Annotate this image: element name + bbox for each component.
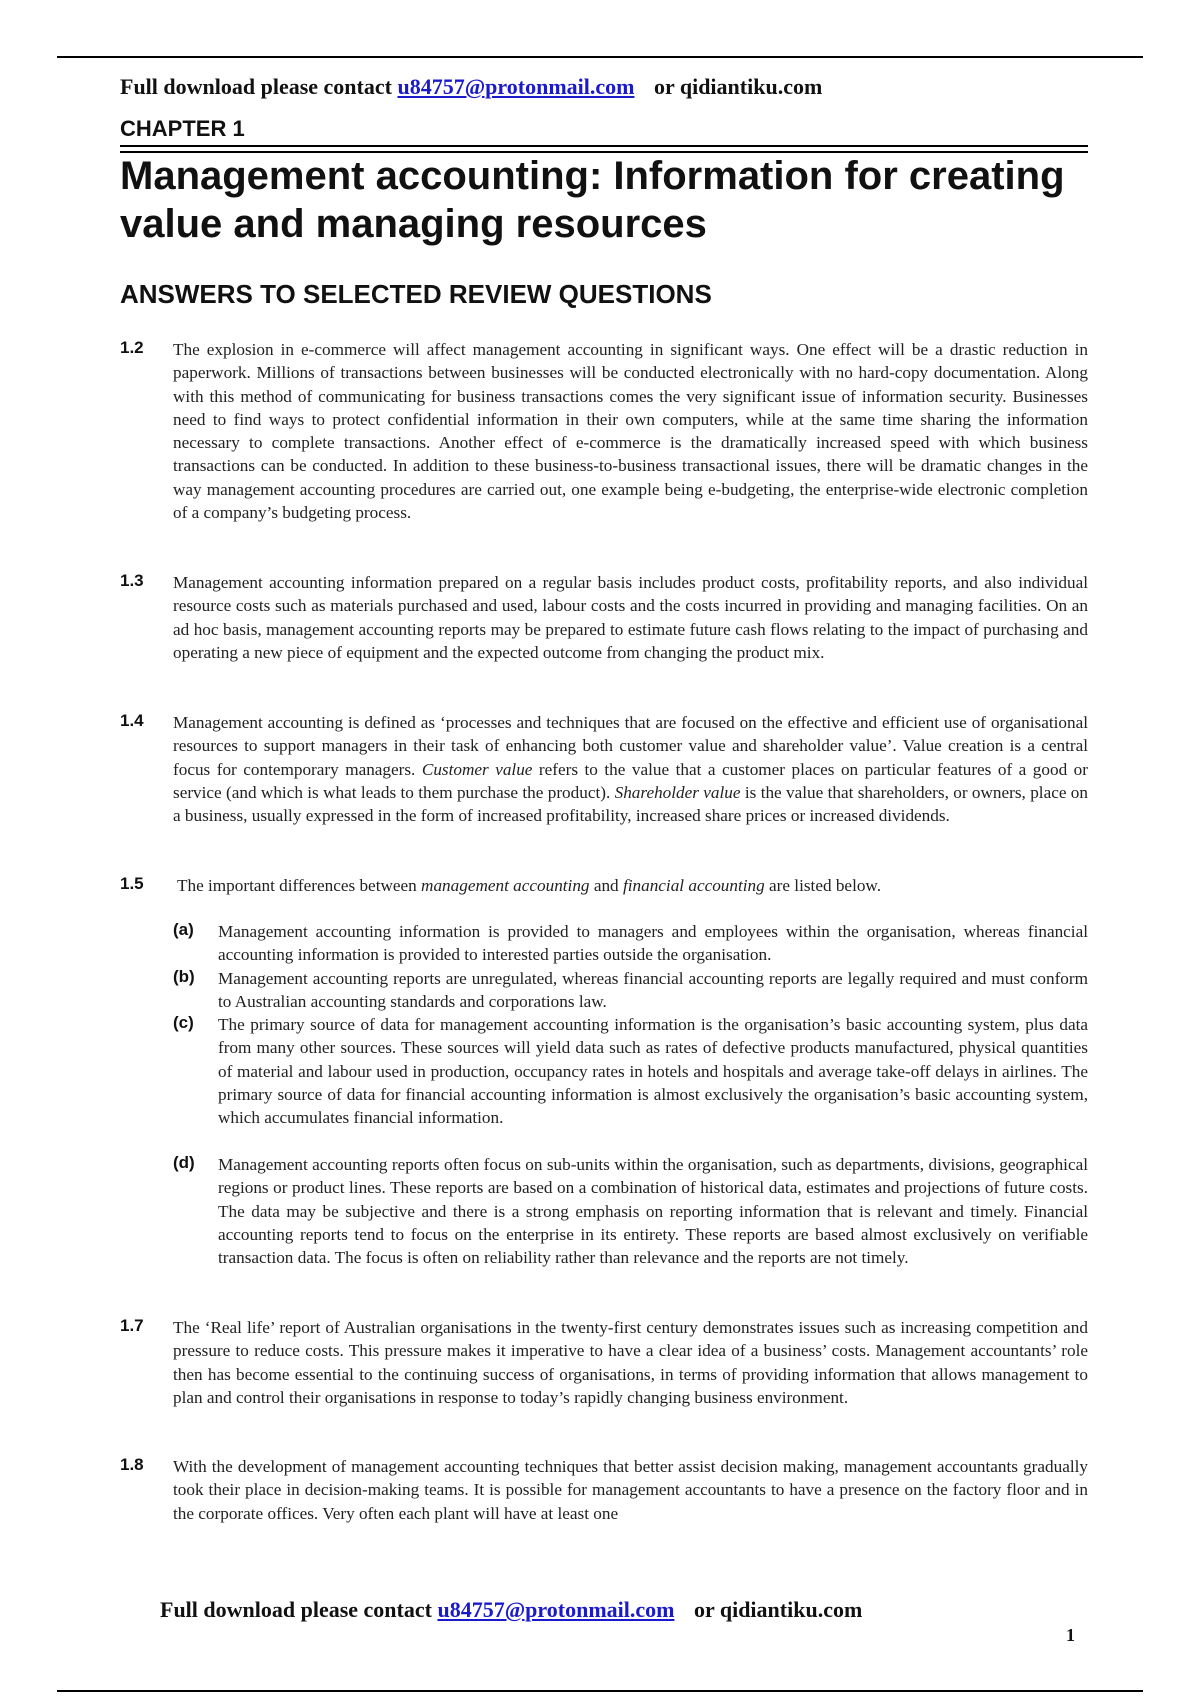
bottom-rule [57,1690,1143,1692]
term-shareholder-value: Shareholder value [614,782,741,802]
header-email-link[interactable]: u84757@protonmail.com [397,74,635,99]
list-item-label: (c) [173,1013,194,1032]
term-customer-value: Customer value [421,759,533,779]
question-1-4 [120,711,1088,827]
header-contact-prefix: Full download please contact [120,74,392,99]
answer-text: The explosion in e-commerce will affect management accounting in significant ways. One effect will be a drastic reduction in paperwork. Millions of transactions between businesses will be conducted electronically with no hard-copy documentation. Along with this method of communicating for business transactions comes the very significant issue of information security. Businesses need to find ways to protect confidential information in their own computers, while at the same time sharing the information necessary to complete transactions. Another effect of e-commerce is the dramatically increased speed with which business transactions can be conducted. In addition to these business-to-business transactional issues, there will be dramatic changes in the way management accounting procedures are carried out, one example being e-budgeting, the enterprise-wide electronic completion of a company’s budgeting process. [173,340,1088,523]
answer-text-part: Management accounting is defined as ‘processes and techniques that are focused on the effective and efficient use of organisational resources to support managers in their task of enhancing both customer value and shareholder value’. Value creation is a central focus for contemporary managers. [173,713,1088,779]
list-item [173,967,1088,1014]
question-number: 1.7 [120,1316,144,1335]
question-number: 1.8 [120,1455,144,1474]
question-1-7 [120,1316,1088,1409]
question-number: 1.2 [120,338,144,357]
list-item [173,1013,1088,1129]
question-1-5 [120,874,1088,897]
answer-text-part: and [593,876,619,895]
list-item-text: Management accounting reports are unregulated, whereas financial accounting reports are legally required and must conform to Australian accounting standards and corporations law. [218,969,1088,1012]
footer-contact-suffix: or qidiantiku.com [693,1597,863,1622]
page-number: 1 [1066,1625,1075,1645]
question-number: 1.5 [120,874,144,893]
answer-text: The ‘Real life’ report of Australian organisations in the twenty-first century demonstrates issues such as increasing competition and pressure to reduce costs. This pressure makes it imperative to have a clear idea of a business’ costs. Management accountants’ role then has become essential to the continuing success of organisations, in terms of providing information that allows management to plan and control their organisations in response to today’s rapidly changing business environment. [173,1318,1088,1407]
chapter-label: CHAPTER 1 [120,116,245,141]
list-item-label: (d) [173,1153,195,1172]
list-item-label: (b) [173,967,195,986]
page-title: Management accounting: Information for creating value and managing resources [120,154,1065,246]
question-number: 1.4 [120,711,144,730]
question-1-2 [120,338,1088,524]
term-management-accounting: management accounting [421,876,590,895]
top-rule [57,56,1143,58]
list-item-label: (a) [173,920,194,939]
list-item-text: Management accounting information is provided to managers and employees within the organisation, whereas financial accounting information is provided to interested parties outside the organisation. [218,922,1088,965]
term-financial-accounting: financial accounting [622,876,765,895]
footer-contact-line [160,1597,862,1623]
answer-text-part: The important differences between [177,876,417,895]
answer-text [177,874,1088,897]
section-heading: ANSWERS TO SELECTED REVIEW QUESTIONS [120,279,712,309]
header-contact-suffix: or qidiantiku.com [653,74,823,99]
question-number: 1.3 [120,571,144,590]
answer-text-part: refers to the value that a customer places on particular features of a good or service (and which is what leads to them purchase the product). [173,759,1088,802]
list-item-text: Management accounting reports often focus on sub-units within the organisation, such as departments, divisions, geographical regions or product lines. These reports are based on a combination of historical data, estimates and projections of future costs. The data may be subjective and there is a strong emphasis on reporting information that is relevant and timely. Financial accounting reports tend to focus on the enterprise in its entirety. These reports are based almost exclusively on verifiable transaction data. The focus is often on reliability rather than relevance and the reports are not timely. [218,1155,1088,1268]
footer-email-link[interactable]: u84757@protonmail.com [437,1597,675,1622]
header-contact-line [120,74,822,100]
question-1-3 [120,571,1088,664]
answer-text [173,711,1088,827]
footer-contact-prefix: Full download please contact [160,1597,432,1622]
answer-text-part: is the value that shareholders, or owners, place on a business, usually expressed in the form of increased profitability, increased share prices or increased dividends. [173,782,1088,826]
answer-text: With the development of management accounting techniques that better assist decision making, management accountants gradually took their place in decision-making teams. It is possible for management accountants to have a presence on the factory floor and in the corporate offices. Very often each plant will have at least one [173,1457,1088,1523]
list-item [173,1153,1088,1269]
title-rule [120,145,1088,147]
question-1-8 [120,1455,1088,1525]
list-item-text: The primary source of data for management accounting information is the organisation’s basic accounting system, plus data from many other sources. These sources will yield data such as rates of defective products manufactured, physical quantities of material and labour used in production, occupancy rates in hotels and hospitals and average take-off delays in airlines. The primary source of data for financial accounting information is almost exclusively the organisation’s basic accounting system, which accumulates financial information. [218,1015,1088,1128]
answer-text-part: are listed below. [769,876,882,895]
list-item [173,920,1088,967]
answer-text: Management accounting information prepared on a regular basis includes product costs, profitability reports, and also individual resource costs such as materials purchased and used, labour costs and the costs incurred in providing and managing facilities. On an ad hoc basis, management accounting reports may be prepared to estimate future cash flows relating to the impact of purchasing and operating a new piece of equipment and the expected outcome from changing the product mix. [173,573,1088,662]
